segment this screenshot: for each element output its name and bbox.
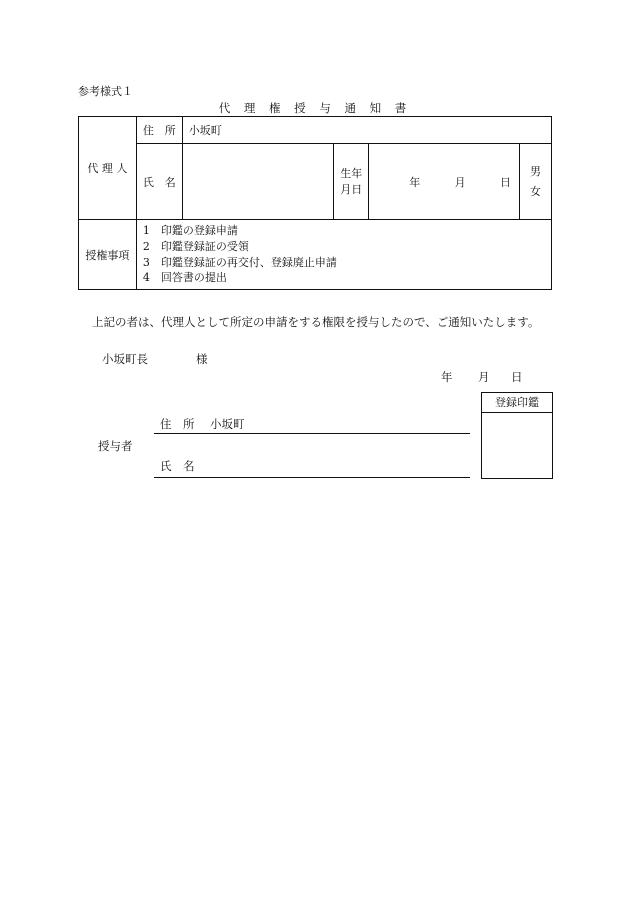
agent-address-field[interactable] [182,117,551,144]
form-reference: 参考様式１ [78,85,133,98]
agent-table [78,116,552,290]
birth-year-label: 年 [409,175,421,189]
authority-item: 4 回答書の提出 [142,271,227,285]
authority-item: 1 印鑑の登録申請 [142,224,238,238]
gender-female: 女 [530,184,541,198]
gender-field[interactable] [520,144,552,220]
grantor-name-label: 氏 名 [160,459,195,473]
agent-label: 代 理 人 [79,117,137,220]
authority-label: 授権事項 [79,220,137,290]
date-month-label: 月 [478,370,490,384]
seal-label: 登録印鑑 [482,393,552,413]
birthdate-field[interactable] [369,144,520,220]
agent-name-field[interactable] [182,144,334,220]
agent-address-label: 住 所 [136,117,182,144]
grantor-address-label: 住 所 [160,417,195,431]
statement-text: 上記の者は、代理人として所定の申請をする権限を授与したので、ご通知いたします。 [92,315,540,329]
authority-list [136,220,551,290]
grantor-name-line[interactable] [154,477,470,478]
birthdate-label [334,144,369,220]
grantor-label: 授与者 [98,439,133,453]
authority-item: 3 印鑑登録証の再交付、登録廃止申請 [142,255,337,269]
date-day-label: 日 [511,370,523,384]
grantor-address-line [154,433,470,434]
birth-day-label: 日 [500,175,512,189]
grantor-address-value[interactable]: 小坂町 [210,417,245,431]
birth-label-line2: 月日 [340,182,363,196]
registered-seal-box[interactable] [481,392,553,479]
gender-male: 男 [530,164,541,178]
authority-item: 2 印鑑登録証の受領 [142,239,249,253]
document-title: 代 理 権 授 与 通 知 書 [218,101,412,115]
addressee: 小坂町長 [102,352,148,366]
agent-name-label: 氏 名 [136,144,182,220]
birth-month-label: 月 [454,175,466,189]
agent-address-value: 小坂町 [188,124,222,137]
birth-label-line1: 生年 [340,166,363,180]
honorific: 様 [196,352,208,366]
date-year-label: 年 [441,370,453,384]
